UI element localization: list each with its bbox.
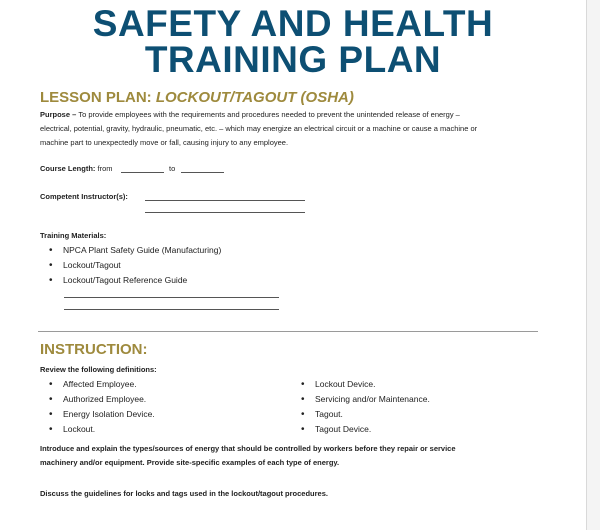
materials-item: • NPCA Plant Safety Guide (Manufacturing) [49, 243, 221, 258]
course-length-to: to [169, 164, 176, 173]
discuss-line: Discuss the guidelines for locks and tags used in the lockout/tagout procedures. [40, 489, 328, 498]
title-line-1: SAFETY AND HEALTH [92, 3, 494, 44]
intro-line-1: Introduce and explain the types/sources of energy that should be controlled by workers before they repair or service [40, 444, 456, 453]
definition-item: • Servicing and/or Maintenance. [301, 392, 430, 407]
definition-item: • Tagout. [301, 407, 430, 422]
course-length-row [40, 162, 113, 176]
instructor-blank-2[interactable] [145, 212, 305, 213]
course-length-from: from [97, 164, 113, 173]
review-label: Review the following definitions: [40, 365, 157, 374]
instructor-blank-1[interactable] [145, 200, 305, 201]
page-shadow [587, 0, 600, 530]
purpose-label: Purpose – [40, 110, 79, 119]
purpose-line-3: machine part to unexpectedly move or fall, causing injury to any employee. [40, 138, 289, 147]
materials-label: Training Materials: [40, 231, 107, 240]
materials-item: • Lockout/Tagout [49, 258, 221, 273]
lesson-plan-heading [40, 89, 354, 106]
course-length-from-blank[interactable] [121, 172, 164, 173]
materials-blank-2[interactable] [64, 309, 279, 310]
definition-item: • Affected Employee. [49, 377, 155, 392]
section-divider [38, 331, 538, 332]
definitions-list-left [49, 377, 155, 437]
definition-item: • Lockout Device. [301, 377, 430, 392]
course-length-label: Course Length: [40, 164, 96, 173]
course-length-to-blank[interactable] [181, 172, 224, 173]
definition-item: • Energy Isolation Device. [49, 407, 155, 422]
purpose-line-2: electrical, potential, gravity, hydraulic, pneumatic, etc. – which may energize an electrical circuit or a machine or cause a machine or [40, 124, 478, 133]
materials-blank-1[interactable] [64, 297, 279, 298]
instruction-heading: INSTRUCTION: [40, 341, 148, 358]
purpose-text-1: To provide employees with the requirements and procedures needed to prevent the unintended release of energy – [78, 110, 460, 119]
lesson-plan-label: LESSON PLAN: [40, 89, 156, 106]
intro-line-2: machinery and/or equipment. Provide site-specific examples of each type of energy. [40, 458, 340, 467]
materials-list [49, 243, 221, 288]
purpose-line-1 [40, 108, 460, 122]
definition-item: • Tagout Device. [301, 422, 430, 437]
materials-item: • Lockout/Tagout Reference Guide [49, 273, 221, 288]
definition-item: • Authorized Employee. [49, 392, 155, 407]
lesson-plan-topic: LOCKOUT/TAGOUT (OSHA) [155, 89, 354, 106]
instructors-label: Competent Instructor(s): [40, 192, 128, 201]
definitions-list-right [301, 377, 430, 437]
definition-item: • Lockout. [49, 422, 155, 437]
title-line-2: TRAINING PLAN [144, 39, 442, 80]
